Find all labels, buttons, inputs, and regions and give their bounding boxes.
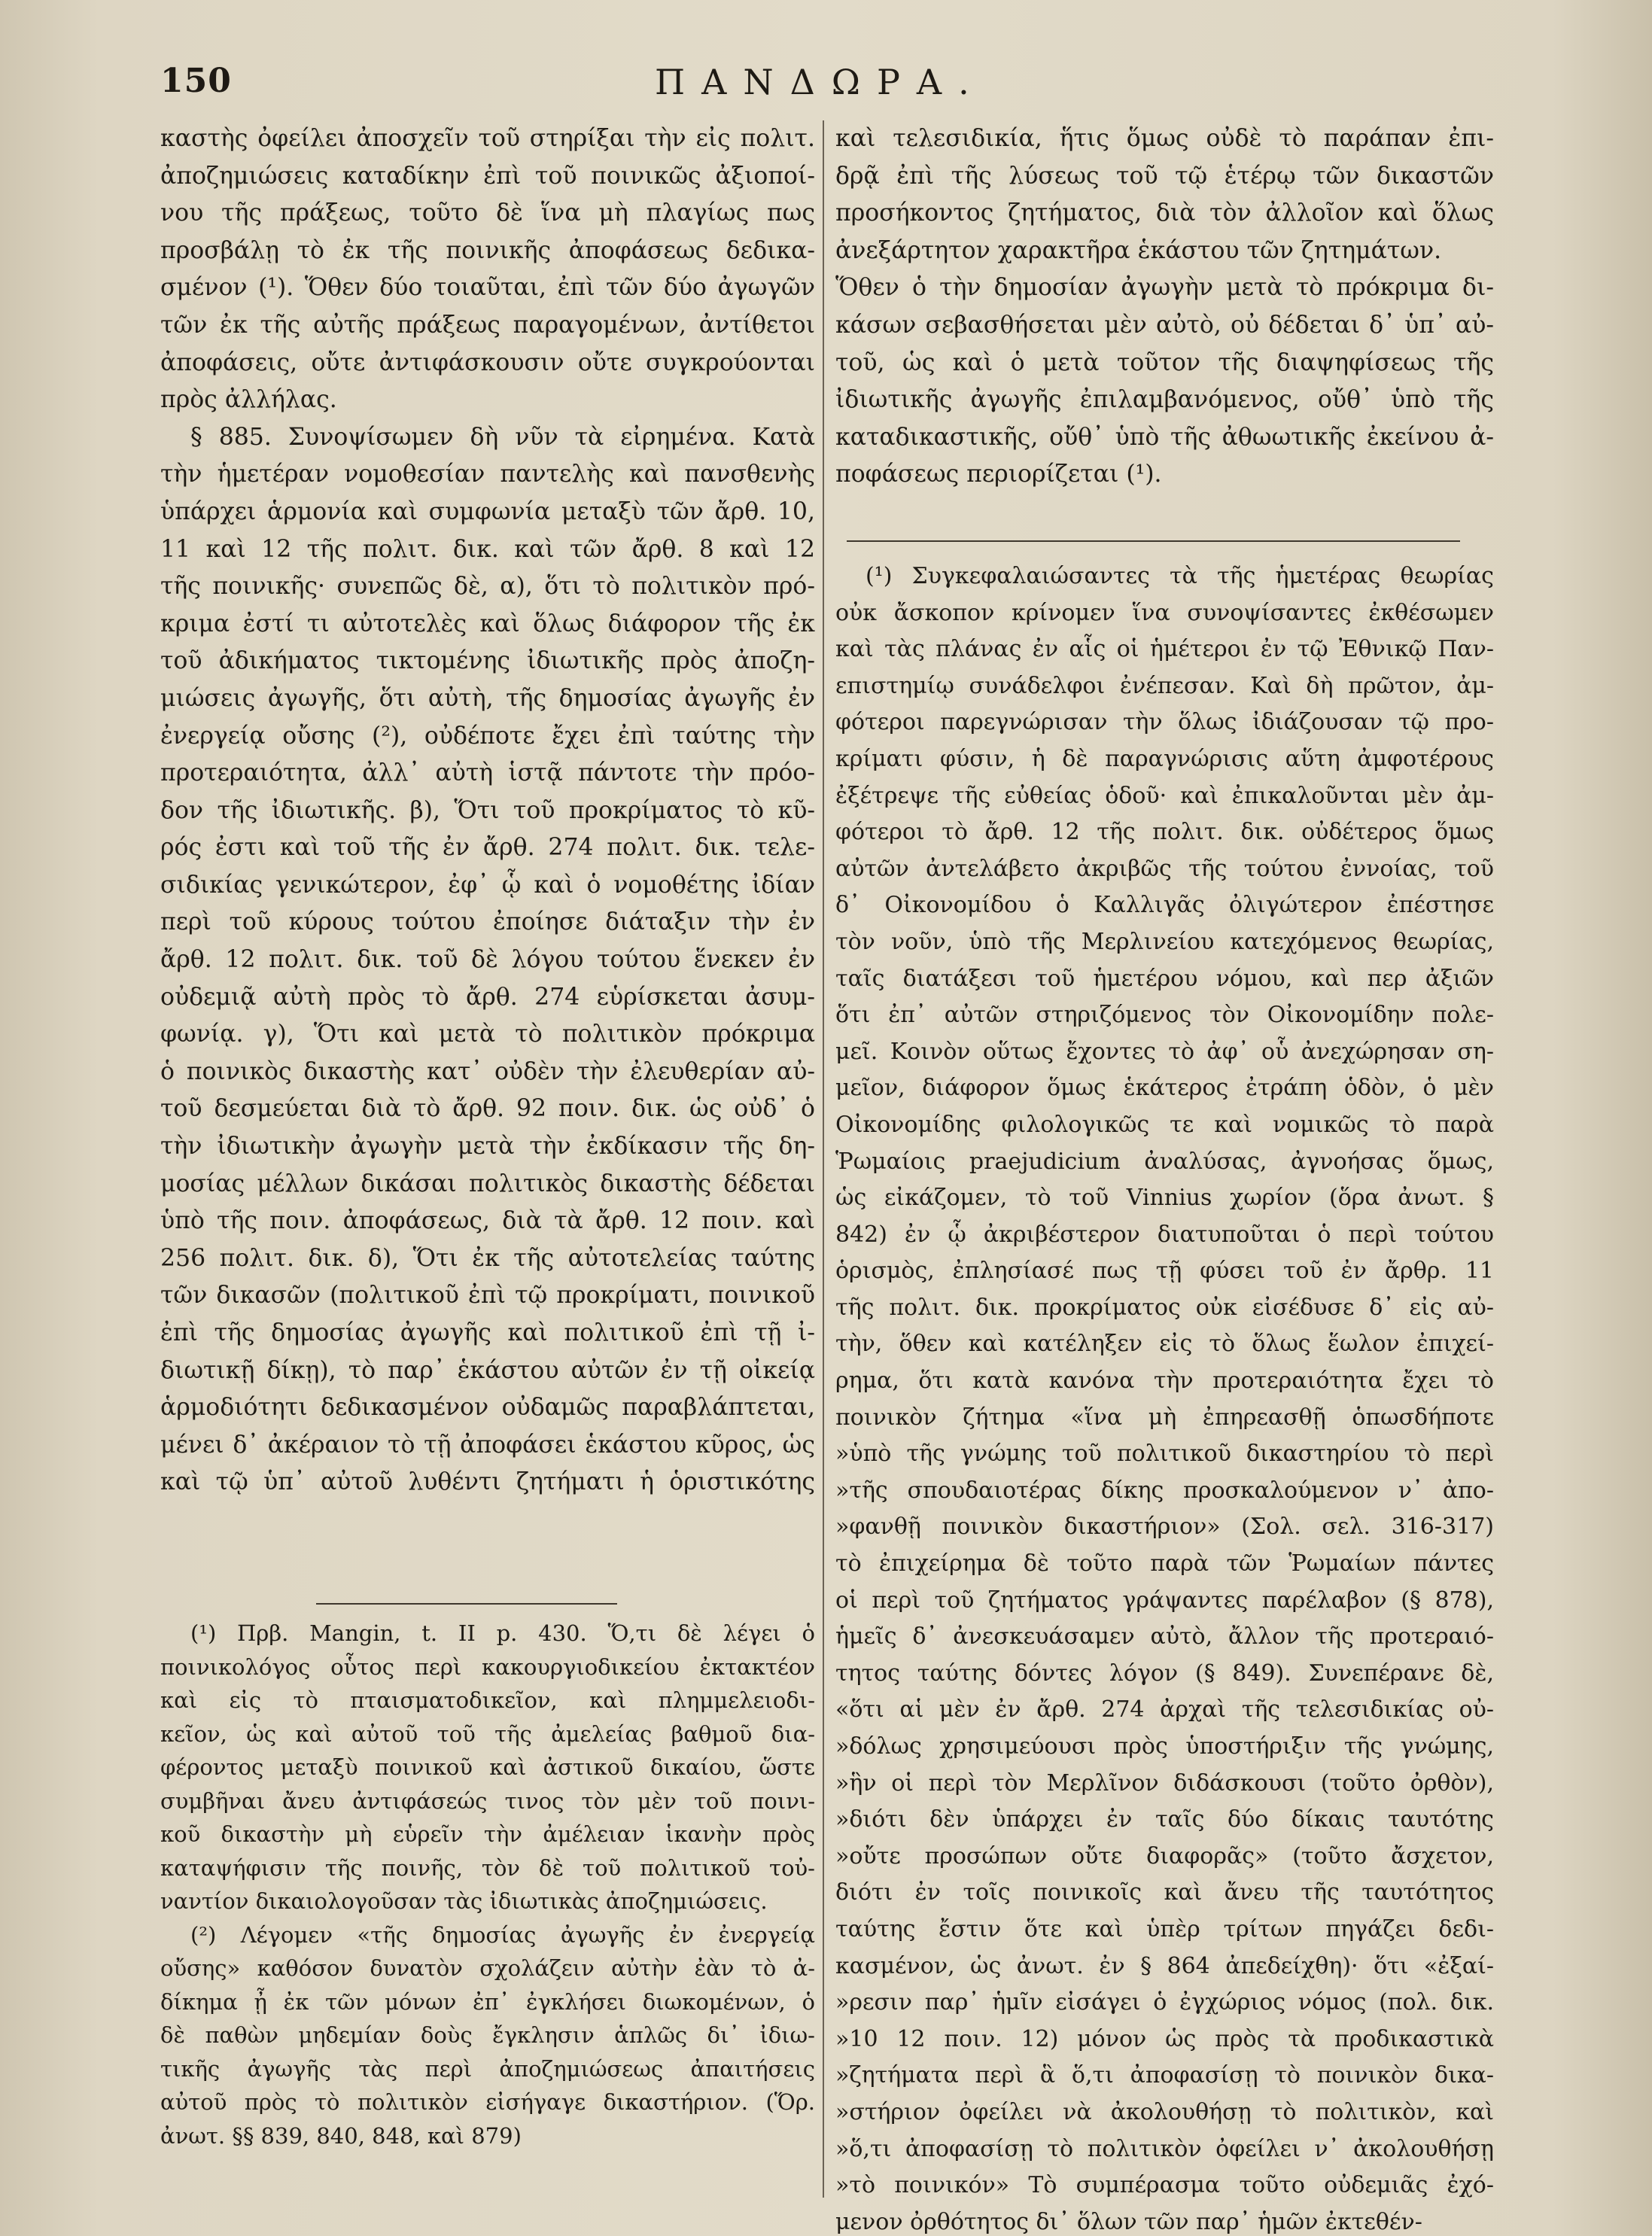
footnote-line: »τῆς σπουδαιοτέρας δίκης προσκαλούμενον ν᾽ ἀπο- xyxy=(835,1477,1494,1504)
body-line: πρὸς ἀλλήλας. xyxy=(160,386,337,414)
body-line: καστὴς ὀφείλει ἀποσχεῖν τοῦ στηρίξαι τὴν εἰς πολιτ. xyxy=(160,125,815,152)
footnote-line: καταψήφισιν τῆς ποινῆς, τὸν δὲ τοῦ πολιτικοῦ τοὐ- xyxy=(160,1854,815,1881)
body-line: ἰδιωτικῆς ἀγωγῆς ἐπιλαμβανόμενος, οὔθ᾽ ὑπὸ τῆς xyxy=(835,386,1494,414)
body-line: ὑπὸ τῆς ποιν. ἀποφάσεως, διὰ τὰ ἄρθ. 12 ποιν. καὶ xyxy=(160,1207,815,1235)
body-line: κάσων σεβασθήσεται μὲν αὐτὸ, οὐ δέδεται δ᾽ ὑπ᾽ αὐ- xyxy=(835,311,1494,339)
body-line: ὑπάρχει ἁρμονία καὶ συμφωνία μεταξὺ τῶν ἄρθ. 10, xyxy=(160,497,815,525)
footnote-line: »ὅ,τι ἀποφασίσῃ τὸ πολιτικὸν ὀφείλει ν᾽ ἀκολουθήσῃ xyxy=(835,2135,1494,2162)
body-line: κριμα ἐστί τι αὐτοτελὲς καὶ ὅλως διάφορον τῆς ἐκ xyxy=(160,610,815,637)
footnote-line: (¹) Πρβ. Mangin, t. II p. 430. Ὅ,τι δὲ λέγει ὁ xyxy=(190,1620,815,1646)
footnote-line: φότεροι τὸ ἄρθ. 12 τῆς πολιτ. δικ. οὐδέτερος ὅμως xyxy=(835,819,1494,846)
footnote-line: »οὔτε προσώπων οὔτε διαφορᾶς» (τοῦτο ἄσχετον, xyxy=(835,1842,1494,1869)
body-line: ἀποζημιώσεις καταδίκην ἐπὶ τοῦ ποινικῶς ἀξιοποί- xyxy=(160,162,815,190)
body-line: ἀποφάσεις, οὔτε ἀντιφάσκουσιν οὔτε συγκρούονται xyxy=(160,348,815,376)
footnote-line: δὲ παθὼν μηδεμίαν δοὺς ἔγκλησιν ἁπλῶς δι᾽ ἰδιω- xyxy=(160,2022,815,2048)
body-line: σιδικίας γενικώτερον, ἐφ᾽ ᾧ καὶ ὁ νομοθέτης ἰδίαν xyxy=(160,871,815,899)
footnote-line: »τὸ ποινικόν» Τὸ συμπέρασμα τοῦτο οὐδεμιᾶς ἐχό- xyxy=(835,2172,1494,2199)
body-line: 11 καὶ 12 τῆς πολιτ. δικ. καὶ τῶν ἄρθ. 8 καὶ 12 xyxy=(160,535,815,563)
footnote-line: Οἰκονομίδης φιλολογικῶς τε καὶ νομικῶς τὸ παρὰ xyxy=(835,1111,1494,1138)
footnote-line: ποινικολόγος οὗτος περὶ κακουργιοδικείου ἐκτακτέον xyxy=(160,1653,815,1680)
body-line: ἄρθ. 12 πολιτ. δικ. τοῦ δὲ λόγου τούτου ἕνεκεν ἐν xyxy=(160,946,815,974)
footnote-line: 842) ἐν ᾧ ἀκριβέστερον διατυποῦται ὁ περὶ τούτου xyxy=(835,1221,1494,1248)
body-line: 256 πολιτ. δικ. δ), Ὅτι ἐκ τῆς αὐτοτελείας ταύτης xyxy=(160,1244,815,1272)
body-line: § 885. Συνοψίσωμεν δὴ νῦν τὰ εἰρημένα. Κατὰ xyxy=(190,423,815,451)
body-line: δρᾷ ἐπὶ τῆς λύσεως τοῦ τῷ ἑτέρῳ τῶν δικαστῶν xyxy=(835,162,1494,190)
footnote-line: μεῖον, διάφορον ὅμως ἑκάτερος ἐτράπη ὁδὸν, ὁ μὲν xyxy=(835,1075,1494,1102)
footnote-line: μενον ὀρθότητος δι᾽ ὅλων τῶν παρ᾽ ἡμῶν ἐκτεθέν- xyxy=(835,2208,1422,2235)
footnote-line: »ἣν οἱ περὶ τὸν Μερλῖνον διδάσκουσι (τοῦτο ὀρθὸν), xyxy=(835,1769,1494,1796)
body-line: ἁρμοδιότητι δεδικασμένον οὐδαμῶς παραβλάπτεται, xyxy=(160,1394,815,1422)
running-head: ΠΑΝΔΩΡΑ. xyxy=(655,62,986,102)
body-line: μιώσεις ἀγωγῆς, ὅτι αὐτὴ, τῆς δημοσίας ἀγωγῆς ἐν xyxy=(160,684,815,712)
body-line: καταδικαστικῆς, οὔθ᾽ ὑπὸ τῆς ἀθωωτικῆς ἐκείνου ἀ- xyxy=(835,423,1494,451)
footnote-line: οὐκ ἄσκοπον κρίνομεν ἵνα συνοψίσαντες ἐκθέσωμεν xyxy=(835,599,1494,626)
footnote-line: κεῖον, ὡς καὶ αὐτοῦ τοῦ τῆς ἀμελείας βαθμοῦ δια- xyxy=(160,1720,815,1747)
footnote-line: ναντίον δικαιολογοῦσαν τὰς ἰδιωτικὰς ἀποζημιώσεις. xyxy=(160,1888,768,1914)
right-column-text xyxy=(835,120,1494,494)
body-line: σμένον (¹). Ὅθεν δύο τοιαῦται, ἐπὶ τῶν δύο ἀγωγῶν xyxy=(160,274,815,302)
footnote-line: (¹) Συγκεφαλαιώσαντες τὰ τῆς ἡμετέρας θεωρίας xyxy=(866,563,1494,589)
body-line: καὶ τῷ ὑπ᾽ αὐτοῦ λυθέντι ζητήματι ἡ ὁριστικότης xyxy=(160,1468,815,1496)
left-footnotes xyxy=(160,1617,815,2152)
footnote-line: καὶ τὰς πλάνας ἐν αἷς οἱ ἡμέτεροι ἐν τῷ Ἐθνικῷ Παν- xyxy=(835,636,1494,663)
footnote-line: επιστημίῳ συνάδελφοι ἐνέπεσαν. Καὶ δὴ πρῶτον, ἀμ- xyxy=(835,672,1494,699)
footnote-line: ἀνωτ. §§ 839, 840, 848, καὶ 879) xyxy=(160,2122,522,2149)
footnote-line: ρημα, ὅτι κατὰ κανόνα τὴν προτεραιότητα ἔχει τὸ xyxy=(835,1367,1494,1395)
footnote-line: φέροντος μεταξὺ ποινικοῦ καὶ ἀστικοῦ δικαίου, ὥστε xyxy=(160,1754,815,1780)
footnote-line: »10 12 ποιν. 12) μόνον ὡς πρὸς τὰ προδικαστικὰ xyxy=(835,2025,1494,2052)
footnote-line: μεῖ. Κοινὸν οὕτως ἔχοντες τὸ ἀφ᾽ οὗ ἀνεχώρησαν ση- xyxy=(835,1038,1494,1065)
body-line: ἀνεξάρτητον χαρακτῆρα ἑκάστου τῶν ζητημάτων. xyxy=(835,236,1442,264)
footnote-line: ταῖς διατάξεσι τοῦ ἡμετέρου νόμου, καὶ περ ἀξιῶν xyxy=(835,965,1494,992)
footnote-line: κασμένον, ὡς ἀνωτ. ἐν § 864 ἀπεδείχθη)· ὅτι «ἐξαί- xyxy=(835,1952,1494,1979)
footnote-line: ὁρισμὸς, ἐπλησίασέ πως τῇ φύσει τοῦ ἐν ἄρθρ. 11 xyxy=(835,1258,1494,1285)
footnote-line: »δόλως χρησιμεύουσι πρὸς ὑποστήριξιν τῆς γνώμης, xyxy=(835,1733,1494,1760)
footnote-line: «ὅτι αἱ μὲν ἐν ἄρθ. 274 ἀρχαὶ τῆς τελεσιδικίας οὐ- xyxy=(835,1696,1494,1723)
footnote-line: τικῆς ἀγωγῆς τὰς περὶ ἀποζημιώσεως ἀπαιτήσεις xyxy=(160,2055,815,2082)
body-line: ἐπὶ τῆς δημοσίας ἀγωγῆς καὶ πολιτικοῦ ἐπὶ τῇ ἰ- xyxy=(160,1319,815,1346)
footnote-line: φότεροι παρεγνώρισαν τὴν ὅλως ἰδιάζουσαν τῷ προ- xyxy=(835,709,1494,736)
body-line: φωνίᾳ. γ), Ὅτι καὶ μετὰ τὸ πολιτικὸν πρόκριμα xyxy=(160,1021,815,1048)
page-number: 150 xyxy=(160,62,232,100)
column-divider xyxy=(823,120,824,2198)
body-line: τὴν ἰδιωτικὴν ἀγωγὴν μετὰ τὴν ἐκδίκασιν τῆς δη- xyxy=(160,1133,815,1161)
footnote-line: ἐξέτρεψε τῆς εὐθείας ὁδοῦ· καὶ ἐπικαλοῦνται μὲν ἀμ- xyxy=(835,782,1494,809)
footnote-line: κοῦ δικαστὴν μὴ εὑρεῖν τὴν ἀμέλειαν ἱκανὴν πρὸς xyxy=(160,1821,815,1847)
body-line: μοσίας μέλλων δικάσαι πολιτικὸς δικαστὴς δέδεται xyxy=(160,1170,815,1197)
body-line: ρός ἐστι καὶ τοῦ τῆς ἐν ἄρθ. 274 πολιτ. δικ. τελε- xyxy=(160,834,815,862)
footnote-line: »ὑπὸ τῆς γνώμης τοῦ πολιτικοῦ δικαστηρίου τὸ περὶ xyxy=(835,1440,1494,1468)
footnote-line: »στήριον ὀφείλει νὰ ἀκολουθήσῃ τὸ πολιτικὸν, καὶ xyxy=(835,2098,1494,2125)
body-line: προσβάλῃ τὸ ἐκ τῆς ποινικῆς ἀποφάσεως δεδικα- xyxy=(160,236,815,264)
footnote-line: οὔσης» καθόσον δυνατὸν σχολάζειν αὐτὴν ἐὰν τὸ ἀ- xyxy=(160,1955,815,1981)
footnote-line: συμβῆναι ἄνευ ἀντιφάσεώς τινος τὸν μὲν τοῦ ποινι- xyxy=(160,1787,815,1814)
footnote-line: »ζητήματα περὶ ἃ ὅ,τι ἀποφασίσῃ τὸ ποινικὸν δικα- xyxy=(835,2062,1494,2089)
footnote-line: »φανθῇ ποινικὸν δικαστήριον» (Σολ. σελ. 316-317) xyxy=(835,1513,1494,1541)
body-line: δον τῆς ἰδιωτικῆς. β), Ὅτι τοῦ προκρίματος τὸ κῦ- xyxy=(160,796,815,824)
footnote-line: ποινικὸν ζήτημα «ἵνα μὴ ἐπηρεασθῇ ὁπωσδήποτε xyxy=(835,1404,1494,1431)
body-line: τῶν δικασῶν (πολιτικοῦ ἐπὶ τῷ προκρίματι, ποινικοῦ xyxy=(160,1282,815,1310)
footnote-rule-left xyxy=(316,1603,617,1605)
body-line: νου τῆς πράξεως, τοῦτο δὲ ἵνα μὴ πλαγίως πως xyxy=(160,199,815,227)
body-line: οὐδεμιᾷ αὐτὴ πρὸς τὸ ἄρθ. 274 εὑρίσκεται ἀσυμ- xyxy=(160,983,815,1011)
footnote-rule-right xyxy=(847,540,1460,542)
footnote-line: ἡμεῖς δ᾽ ἀνεσκευάσαμεν αὐτὸ, ἄλλον τῆς προτεραιό- xyxy=(835,1623,1494,1650)
body-line: τοῦ, ὡς καὶ ὁ μετὰ τοῦτον τῆς διαψηφίσεως τῆς xyxy=(835,348,1494,376)
body-line: περὶ τοῦ κύρους τούτου ἐποίησε διάταξιν τὴν ἐν xyxy=(160,908,815,936)
footnote-line: Ῥωμαίοις praejudicium ἀναλύσας, ἀγνοήσας ὅμως, xyxy=(835,1148,1494,1175)
right-footnotes xyxy=(835,558,1494,2236)
footnote-line: διότι ἐν τοῖς ποινικοῖς καὶ ἄνευ τῆς ταυτότητος xyxy=(835,1879,1494,1906)
body-line: ἐνεργείᾳ οὔσης (²), οὐδέποτε ἔχει ἐπὶ ταύτης τὴν xyxy=(160,722,815,750)
footnote-line: ὅτι ἐπ᾽ αὐτῶν στηριζόμενος τὸν Οἰκονομίδην πολε- xyxy=(835,1002,1494,1029)
footnote-line: αὐτῶν ἀντελάβετο ἀκριβῶς τῆς τούτου ἐννοίας, τοῦ xyxy=(835,855,1494,882)
body-line: τοῦ ἀδικήματος τικτομένης ἰδιωτικῆς πρὸς ἀποζη- xyxy=(160,647,815,675)
footnote-line: τὸν νοῦν, ὑπὸ τῆς Μερλινείου κατεχόμενος θεωρίας, xyxy=(835,928,1494,955)
body-line: καὶ τελεσιδικία, ἥτις ὅμως οὐδὲ τὸ παράπαν ἐπι- xyxy=(835,125,1494,152)
body-line: τῆς ποινικῆς· συνεπῶς δὲ, α), ὅτι τὸ πολιτικὸν πρό- xyxy=(160,573,815,601)
body-line: προσήκοντος ζητήματος, διὰ τὸν ἀλλοῖον καὶ ὅλως xyxy=(835,199,1494,227)
body-line: τοῦ δεσμεύεται διὰ τὸ ἄρθ. 92 ποιν. δικ. ὡς οὐδ᾽ ὁ xyxy=(160,1095,815,1123)
footnote-line: »διότι δὲν ὑπάρχει ἐν ταῖς δύο δίκαις ταυτότης xyxy=(835,1806,1494,1833)
footnote-line: (²) Λέγομεν «τῆς δημοσίας ἀγωγῆς ἐν ἐνεργείᾳ xyxy=(190,1921,815,1948)
body-line: μένει δ᾽ ἀκέραιον τὸ τῇ ἀποφάσει ἑκάστου κῦρος, ὡς xyxy=(160,1431,815,1459)
footnote-line: τὸ ἐπιχείρημα δὲ τοῦτο παρὰ τῶν Ῥωμαίων πάντες xyxy=(835,1550,1494,1577)
body-line: τὴν ἡμετέραν νομοθεσίαν παντελὴς καὶ πανσθενὴς xyxy=(160,461,815,488)
footnote-line: τητος ταύτης δόντες λόγον (§ 849). Συνεπέρανε δὲ, xyxy=(835,1660,1494,1687)
body-line: Ὅθεν ὁ τὴν δημοσίαν ἀγωγὴν μετὰ τὸ πρόκριμα δι- xyxy=(835,274,1494,302)
body-line: τῶν ἐκ τῆς αὐτῆς πράξεως παραγομένων, ἀντίθετοι xyxy=(160,311,815,339)
footnote-line: οἱ περὶ τοῦ ζητήματος γράψαντες παρέλαβον (§ 878), xyxy=(835,1586,1494,1614)
footnote-line: ὡς εἰκάζομεν, τὸ τοῦ Vinnius χωρίον (ὅρα ἀνωτ. § xyxy=(835,1185,1494,1212)
body-line: ὁ ποινικὸς δικαστὴς κατ᾽ οὐδὲν τὴν ἐλευθερίαν αὐ- xyxy=(160,1057,815,1085)
footnote-line: δ᾽ Οἰκονομίδου ὁ Καλλιγᾶς ὀλιγώτερον ἐπέστησε xyxy=(835,892,1494,919)
body-line: ποφάσεως περιορίζεται (¹). xyxy=(835,461,1162,488)
footnote-line: κρίματι φύσιν, ἡ δὲ παραγνώρισις αὕτη ἀμφοτέρους xyxy=(835,745,1494,772)
footnote-line: τὴν, ὅθεν καὶ κατέληξεν εἰς τὸ ὅλως ἕωλον ἐπιχεί- xyxy=(835,1331,1494,1358)
footnote-line: δίκημα ᾖ ἐκ τῶν μόνων ἐπ᾽ ἐγκλήσει διωκομένων, ὁ xyxy=(160,1988,815,2015)
body-line: προτεραιότητα, ἀλλ᾽ αὐτὴ ἱστᾷ πάντοτε τὴν πρόο- xyxy=(160,759,815,787)
footnote-line: αὐτοῦ πρὸς τὸ πολιτικὸν εἰσήγαγε δικαστήριον. (Ὅρ. xyxy=(160,2089,815,2115)
footnote-line: καὶ εἰς τὸ πταισματοδικεῖον, καὶ πλημμελειοδι- xyxy=(160,1687,815,1713)
body-line: διωτικῇ δίκῃ), τὸ παρ᾽ ἑκάστου αὐτῶν ἐν τῇ οἰκείᾳ xyxy=(160,1356,815,1384)
left-column-text xyxy=(160,120,815,1501)
footnote-line: ταύτης ἔστιν ὅτε καὶ ὑπὲρ τρίτων πηγάζει δεδι- xyxy=(835,1915,1494,1942)
footnote-line: τῆς πολιτ. δικ. προκρίματος οὐκ εἰσέδυσε δ᾽ εἰς αὐ- xyxy=(835,1294,1494,1321)
footnote-line: »ρεσιν παρ᾽ ἡμῖν εἰσάγει ὁ ἐγχώριος νόμος (πολ. δικ. xyxy=(835,1989,1494,2016)
